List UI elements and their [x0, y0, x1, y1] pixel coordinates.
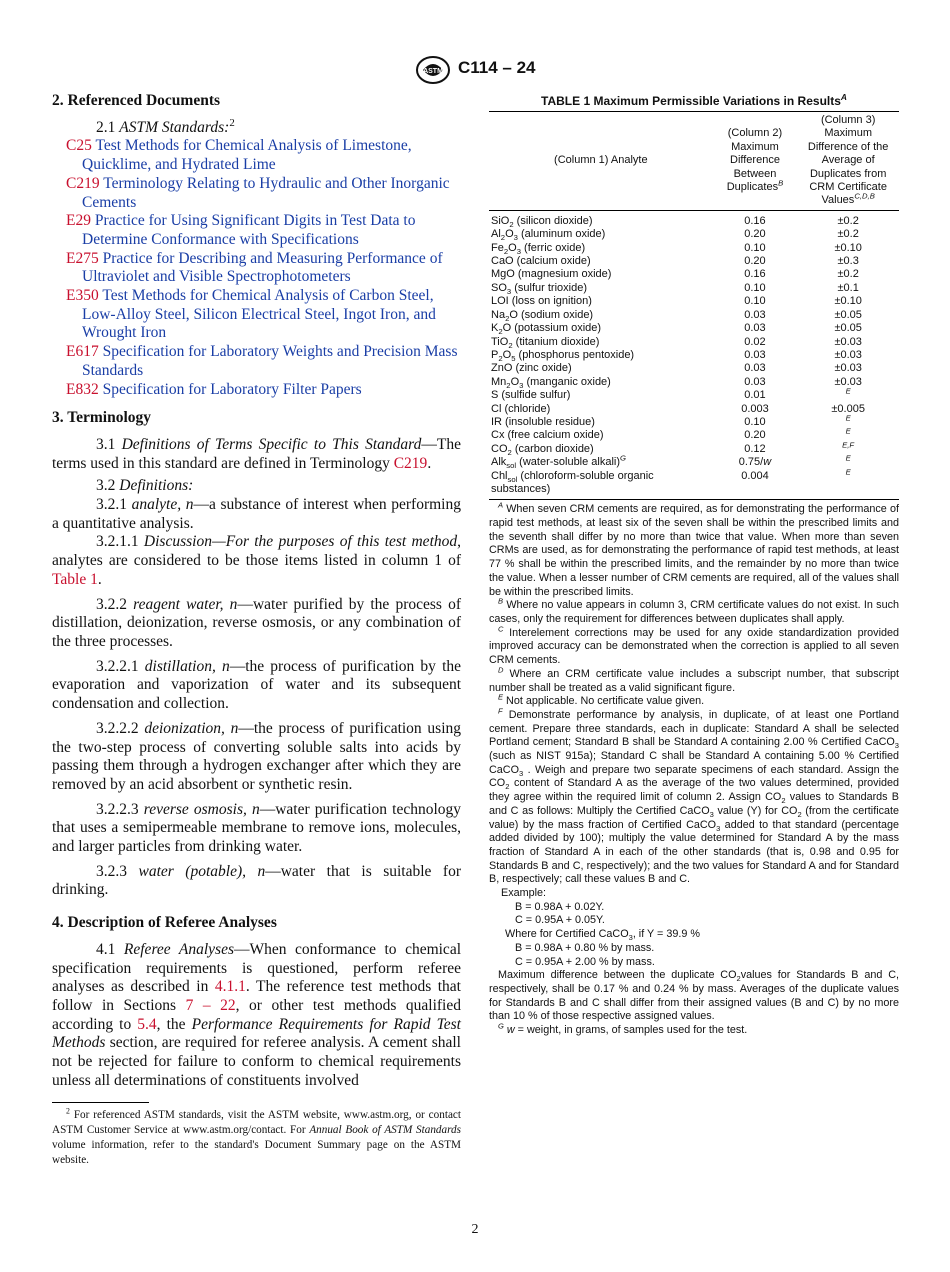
reference-title[interactable]: Terminology Relating to Hydraulic and Other Inorganic Cements: [82, 174, 450, 211]
note-d: $^D$ Where an CRM certificate value includes a subscript number, that subscript number shall be treated as a valid significant figure.: [489, 665, 899, 694]
analyte-cell: $CO_2$ (carbon dioxide): [491, 442, 594, 457]
crm-difference-cell: ±0.05: [834, 308, 862, 321]
left-column: [52, 92, 461, 1094]
paragraph-3-2-2-1: 3.2.2.1 distillation, n—the process of purification by the evaporation and vaporization of water and its subsequent condensation and collection.: [52, 657, 461, 713]
paragraph-3-2-2-3: 3.2.2.3 reverse osmosis, n—water purification technology that uses a semipermeable membrane to remove ions, molecules, and larger particles from drinking water.: [52, 800, 462, 856]
table-row: [489, 282, 899, 295]
reference-code[interactable]: E275: [66, 249, 99, 267]
max-difference-cell: 0.10: [744, 281, 766, 294]
analyte-cell: CaO (calcium oxide): [491, 255, 591, 268]
reference-code[interactable]: E832: [66, 380, 99, 398]
section-3-heading: 3. Terminology: [52, 409, 152, 427]
analyte-cell: $SO_3$ (sulfur trioxide): [491, 281, 587, 297]
reference-item[interactable]: [52, 343, 461, 380]
crm-difference-cell: ±0.10: [834, 295, 862, 308]
reference-title[interactable]: Specification for Laboratory Weights and Precision Mass Standards: [82, 343, 458, 379]
crm-difference-cell: ±0.03: [834, 335, 862, 348]
note-f: $^F$ Demonstrate performance by analysis, in duplicate, of at least one Portland cement. Prepare three standards, each in duplicate: Standard A shall be selected Portland cement; Standard B shall be Standard A containing 2.00 % Certified CaCO$_3$ (such as NIST 915a); Standard C shall be Standard A containing 5.00 % Certified CaCO$_3$ . Weigh and prepare two separate specimens of each standard. Assign the $CO_2$ content of Standard A as the average of the two values determined, provided they agree within the required limit of column 2. Assign $CO_2$ values to Standards B and C as follows: Multiply the Certified CaCO$_3$ value (Y) for $CO_2$ (from the certificate value) by the mass fraction of Certified CaCO$_3$ added to that standard (percentage added divided by 100); multiply the value determined for Standard A by the mass fraction of Standard A in each of the other standards (that is, 0.98 and 0.95 for Standards B and C, respectively); and the two values for Standard A and for Standard B, respectively; call these values B and C.: [489, 706, 900, 886]
crm-difference-cell: ±0.05: [834, 322, 862, 335]
table-row: [489, 228, 899, 241]
max-difference-cell: 0.03: [744, 375, 766, 388]
paragraph-3-2-2: 3.2.2 reagent water, n—water purified by the process of distillation, deionization, reverse osmosis, or any combination of the three processes.: [52, 595, 461, 650]
link-4-1-1[interactable]: 4.1.1: [214, 978, 246, 996]
analyte-cell: ZnO (zinc oxide): [491, 362, 572, 375]
note-b: $^B$ Where no value appears in column 3, CRM certificate values do not exist. In such cases, only the requirement for differences between duplicates shall apply.: [489, 596, 899, 625]
table-1-title: TABLE 1 Maximum Permissible Variations in Results$^A$: [541, 92, 847, 108]
max-difference-cell: 0.20: [744, 228, 766, 241]
example-c: C = 0.95A + 0.05Y.: [515, 914, 605, 927]
max-difference-cell: 0.03: [744, 362, 766, 375]
reference-title[interactable]: Practice for Describing and Measuring Performance of Ultraviolet and Visible Spectrophotometers: [82, 249, 443, 286]
reference-title[interactable]: Specification for Laboratory Filter Papers: [102, 380, 362, 398]
table-row: [489, 456, 899, 469]
max-difference-cell: 0.10: [744, 295, 766, 308]
note-a: $^A$ When seven CRM cements are required, as for demonstrating the performance of rapid test methods, at least six of the seven shall be within the prescribed limits and the seventh shall differ by no more than twice that value. When more than seven CRMs are used, as for demonstrating the performance of rapid test methods, at least 77 % shall be within the prescribed limits, and the remainder by no more than twice the value. When a lesser number of CRM cements are required, all of the values shall be within the prescribed limits.: [489, 500, 899, 598]
reference-code[interactable]: E617: [66, 343, 99, 361]
analyte-cell: IR (insoluble residue): [491, 415, 595, 428]
paragraph-3-2: 3.2 Definitions:: [96, 477, 194, 495]
column-3-header: (Column 3) Maximum Difference of the Average of Duplicates from CRM Certificate Values$^{C,D,B}$: [807, 114, 889, 207]
reference-code[interactable]: E29: [66, 212, 91, 230]
table-row: [489, 295, 899, 308]
referenced-documents-list: [52, 137, 461, 399]
analyte-cell: MgO (magnesium oxide): [491, 268, 612, 281]
max-difference-cell: 0.004: [741, 469, 769, 482]
example-label: Example:: [501, 887, 547, 900]
table-1: [489, 111, 899, 500]
paragraph-3-2-2-2: 3.2.2.2 deionization, n—the process of purification using the two-step process of converting soluble salts into acids by passing them through a hydrogen exchanger after which they are removed by an acid absorbent or synthetic resin.: [52, 719, 462, 793]
crm-difference-cell: E: [845, 413, 851, 423]
max-difference-cell: 0.02: [744, 335, 766, 348]
analyte-cell: S (sulfide sulfur): [491, 389, 571, 402]
note-g: $^G$ w = weight, in grams, of samples used for the test.: [498, 1021, 748, 1037]
crm-difference-cell: ±0.03: [834, 348, 862, 361]
table-1-notes: [489, 500, 900, 1037]
column-1-header: (Column 1) Analyte: [554, 154, 648, 167]
crm-difference-cell: ±0.3: [837, 255, 859, 268]
table-row: [489, 376, 899, 389]
reference-item[interactable]: [52, 175, 461, 212]
paragraph-3-2-3: 3.2.3 water (potable), n—water that is suitable for drinking.: [52, 862, 461, 899]
reference-code[interactable]: C25: [66, 137, 92, 155]
analyte-cell: Cx (free calcium oxide): [491, 429, 604, 442]
analyte-cell: $Al_2O_3$ (aluminum oxide): [491, 228, 606, 243]
max-difference-cell: 0.20: [744, 429, 766, 442]
crm-difference-cell: ±0.2: [837, 228, 859, 241]
crm-difference-cell: E: [845, 386, 851, 396]
max-difference-cell: 0.75/w: [738, 456, 772, 469]
max-difference-cell: 0.10: [744, 241, 766, 254]
example-where: Where for Certified CaCO$_3$, if Y = 39.9 %: [505, 928, 700, 943]
crm-difference-cell: ±0.10: [834, 241, 862, 254]
analyte-cell: LOI (loss on ignition): [491, 295, 592, 308]
max-difference-cell: 0.12: [744, 442, 766, 455]
page-number: 2: [471, 1222, 479, 1237]
table-row: [489, 362, 899, 375]
example-b: B = 0.98A + 0.02Y.: [515, 900, 605, 913]
crm-difference-cell: ±0.1: [837, 281, 859, 294]
crm-difference-cell: E: [845, 453, 851, 463]
analyte-cell: $P_2O_5$ (phosphorus pentoxide): [491, 348, 635, 364]
reference-item[interactable]: [52, 250, 461, 287]
paragraph-3-1: 3.1 Definitions of Terms Specific to This Standard—The terms used in this standard are defined in Terminology C219.: [52, 435, 461, 472]
reference-item[interactable]: [52, 137, 461, 174]
analyte-cell: SiO$_2$ (silicon dioxide): [491, 214, 593, 230]
crm-difference-cell: ±0.2: [837, 214, 859, 227]
example-b2: B = 0.98A + 0.80 % by mass.: [515, 941, 655, 954]
max-difference-cell: 0.01: [744, 389, 766, 402]
analyte-cell: $Fe_2O_3$ (ferric oxide): [491, 241, 586, 256]
reference-title[interactable]: Test Methods for Chemical Analysis of Carbon Steel, Low-Alloy Steel, Silicon Electrical Steel, Ingot Iron, and Wrought Iron: [82, 287, 436, 342]
link-table-1[interactable]: Table 1: [52, 570, 98, 588]
max-difference-cell: 0.003: [741, 402, 769, 415]
reference-code[interactable]: C219: [66, 174, 100, 192]
max-difference-cell: 0.03: [744, 348, 766, 361]
table-row: [489, 322, 899, 335]
section-2-heading: 2. Referenced Documents: [52, 92, 221, 109]
crm-difference-cell: E: [845, 466, 851, 476]
table-row: [489, 242, 899, 255]
analyte-cell: $Mn_2O_3$ (manganic oxide): [491, 375, 611, 390]
link-sections-7-22[interactable]: 7 – 22: [185, 996, 236, 1014]
footnote-2: $^2$ For referenced ASTM standards, visit the ASTM website, www.astm.org, or contact ASTM Customer Service at www.astm.org/contact. For Annual Book of ASTM Standards volume information, refer to the standard's Document Summary page on the ASTM website.: [52, 1106, 461, 1166]
crm-difference-cell: ±0.03: [834, 362, 862, 375]
example-c2: C = 0.95A + 2.00 % by mass.: [515, 955, 655, 968]
analyte-cell: Cl (chloride): [491, 402, 551, 415]
page-header: [0, 56, 950, 86]
analyte-cell: Alk$_{sol}$ (water-soluble alkali)$^G$: [491, 453, 627, 471]
table-row: [489, 349, 899, 362]
paragraph-3-2-1: 3.2.1 analyte, n—a substance of interest when performing a quantitative analysis.: [52, 496, 461, 532]
paragraph-4-1: 4.1 Referee Analyses—When conformance to chemical specification requirements is questioned, perform referee analyses as described in 4.1.1. The reference test methods that follow in Sections 7 – 22, or other test methods qualified according to 5.4, the Performance Requirements for Rapid Test Methods section, are required for referee analysis. A cement shall not be rejected for failure to conform to chemical requirements unless all determinations of constituents involved: [52, 940, 462, 1089]
svg-text:ASTM: ASTM: [423, 68, 443, 75]
crm-difference-cell: ±0.005: [831, 402, 865, 415]
analyte-cell: TiO$_2$ (titanium dioxide): [491, 335, 600, 350]
table-row: [489, 389, 899, 402]
table-header-row: [489, 112, 899, 211]
paragraph-3-2-1-1: 3.2.1.1 Discussion—For the purposes of this test method, analytes are considered to be those items listed in column 1 of Table 1.: [52, 533, 461, 588]
reference-item[interactable]: [52, 212, 461, 249]
note-c: $^C$ Interelement corrections may be used for any oxide standardization provided improved accuracy can be demonstrated when the correction is applied to all seven CRM cements.: [489, 624, 899, 667]
crm-difference-cell: E: [845, 426, 851, 436]
right-column: [489, 94, 899, 1038]
max-difference-cell: 0.16: [744, 268, 766, 281]
crm-difference-cell: E,F: [842, 440, 855, 450]
analyte-cell: Chl$_{sol}$ (chloroform-soluble organic substances): [491, 469, 654, 495]
reference-item[interactable]: [52, 287, 461, 343]
reference-title[interactable]: Practice for Using Significant Digits in Test Data to Determine Conformance with Specifications: [82, 212, 416, 248]
footnote-divider: [52, 1102, 149, 1103]
max-difference-cell: 0.16: [744, 214, 766, 227]
table-row: [489, 443, 899, 456]
table-row: [489, 309, 899, 322]
max-difference-cell: 0.03: [744, 322, 766, 335]
crm-difference-cell: ±0.03: [834, 375, 862, 388]
link-c219[interactable]: C219: [393, 454, 428, 472]
max-difference-cell: 0.20: [744, 255, 766, 268]
section-4-heading: 4. Description of Referee Analyses: [52, 914, 277, 932]
table-row: [489, 416, 899, 429]
analyte-cell: $Na_2O$ (sodium oxide): [491, 308, 594, 323]
table-row: [489, 255, 899, 268]
table-row: [489, 210, 899, 228]
table-row: [489, 403, 899, 416]
table-row: [489, 470, 899, 500]
table-row: [489, 336, 899, 349]
note-max-difference: Maximum difference between the duplicate $CO_2values$ for Standards B and C, respectively, shall be 0.17 % and 0.24 % by mass. Averages of the duplicate values for Standards B and C shall differ from their assigned values (B and C) by no more than 10 % of those respective assigned values.: [489, 969, 899, 1023]
note-e: $^E$ Not applicable. No certificate value given.: [498, 692, 705, 708]
max-difference-cell: 0.10: [744, 415, 766, 428]
reference-item[interactable]: [52, 381, 461, 400]
paragraph-2-1: 2.1 ASTM Standards:$^2$: [96, 116, 235, 136]
reference-code[interactable]: E350: [66, 287, 99, 305]
document-id: C114 – 24: [458, 58, 536, 77]
column-2-header: (Column 2) Maximum Difference Between Duplicates$^B$: [726, 127, 784, 194]
analyte-cell: $K_2O$ (potassium oxide): [491, 322, 602, 337]
astm-logo-icon: [415, 56, 451, 84]
max-difference-cell: 0.03: [744, 308, 766, 321]
link-5-4[interactable]: 5.4: [137, 1015, 157, 1033]
reference-title[interactable]: Test Methods for Chemical Analysis of Limestone, Quicklime, and Hydrated Lime: [82, 137, 412, 174]
crm-difference-cell: ±0.2: [837, 268, 859, 281]
table-row: [489, 429, 899, 442]
table-row: [489, 268, 899, 281]
